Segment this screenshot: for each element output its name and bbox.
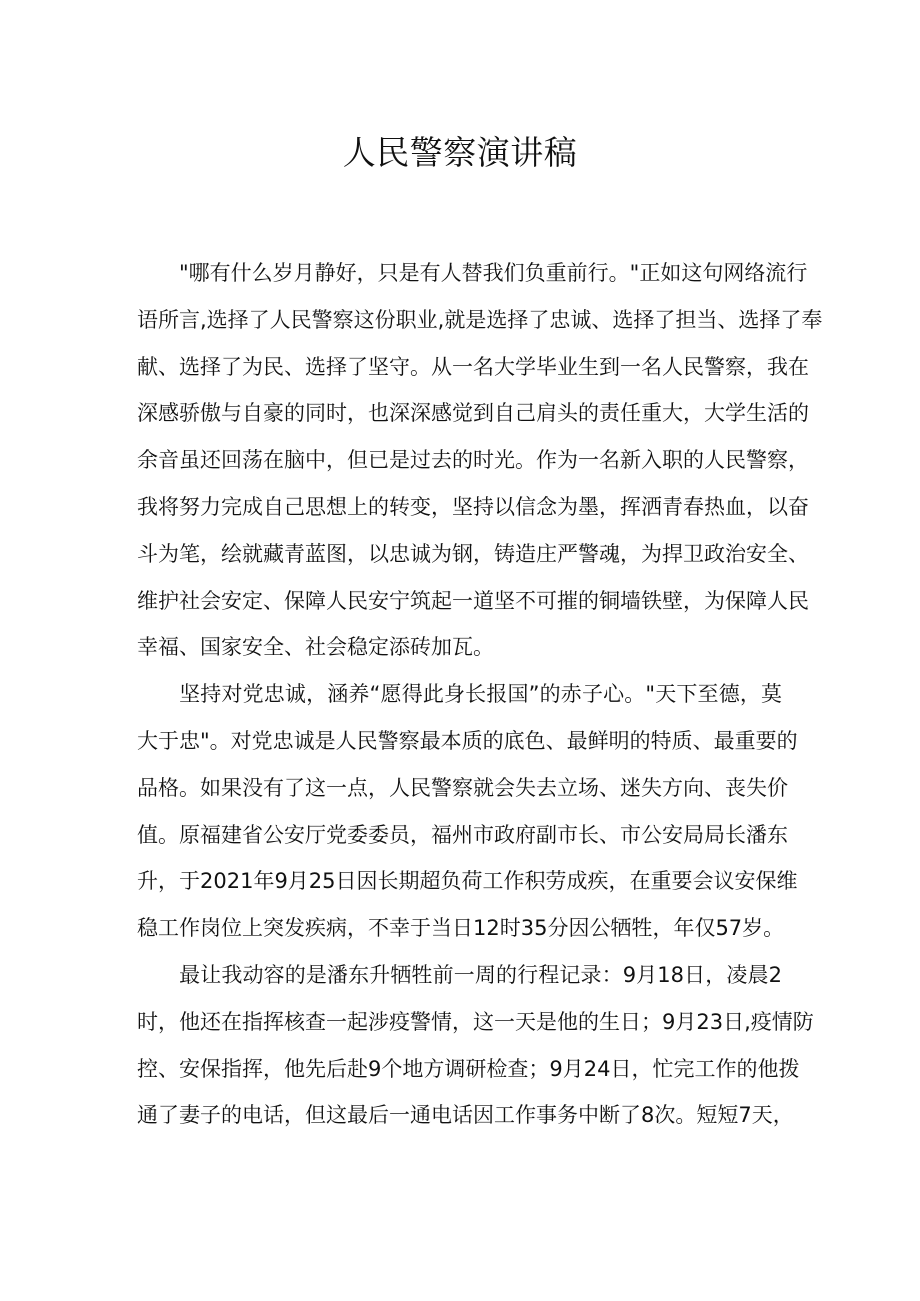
paragraph-1-line-2: 语所言,选择了人民警察这份职业,就是选择了忠诚、选择了担当、选择了奉 <box>137 307 823 332</box>
paragraph-2-line-2: 大于忠"。对党忠诚是人民警察最本质的底色、最鲜明的特质、最重要的 <box>137 728 798 753</box>
paragraph-3-line-4: 通了妻子的电话，但这最后一通电话因工作事务中断了8次。短短7天， <box>137 1103 794 1128</box>
paragraph-2-line-5: 升，于2021年9月25日因长期超负荷工作积劳成疾，在重要会议安保维 <box>137 869 798 894</box>
document-title: 人民警察演讲稿 <box>342 133 578 172</box>
paragraph-1-line-6: 我将努力完成自己思想上的转变，坚持以信念为墨，挥洒青春热血，以奋 <box>137 494 809 519</box>
paragraph-3-line-3: 控、安保指挥，他先后赴9个地方调研检查；9月24日，忙完工作的他拨 <box>137 1056 800 1081</box>
paragraph-2-line-3: 品格。如果没有了这一点，人民警察就会失去立场、迷失方向、丧失价 <box>137 775 788 800</box>
paragraph-3-line-2: 时，他还在指挥核查一起涉疫警情，这一天是他的生日；9月23日,疫情防 <box>137 1009 814 1034</box>
paragraph-2-line-1: 坚持对党忠诚，涵养“愿得此身长报国”的赤子心。"天下至德，莫 <box>179 682 782 707</box>
paragraph-1-line-1: "哪有什么岁月静好，只是有人替我们负重前行。"正如这句网络流行 <box>179 261 808 285</box>
paragraph-1-line-5: 余音虽还回荡在脑中，但已是过去的时光。作为一名新入职的人民警察， <box>137 448 809 473</box>
paragraph-3-line-1: 最让我动容的是潘东升牺牲前一周的行程记录：9月18日，凌晨2 <box>179 962 782 987</box>
paragraph-1-line-7: 斗为笔，绘就藏青蓝图，以忠诚为钢，铸造庄严警魂，为捍卫政治安全、 <box>137 541 809 566</box>
paragraph-1-line-3: 献、选择了为民、选择了坚守。从一名大学毕业生到一名人民警察，我在 <box>137 354 809 379</box>
paragraph-2-line-6: 稳工作岗位上突发疾病，不幸于当日12时35分因公牺牲，年仅57岁。 <box>137 916 785 941</box>
paragraph-1-line-9: 幸福、国家安全、社会稳定添砖加瓦。 <box>137 635 494 660</box>
paragraph-1-line-4: 深感骄傲与自豪的同时，也深深感觉到自己肩头的责任重大，大学生活的 <box>137 401 809 426</box>
paragraph-2-line-4: 值。原福建省公安厅党委委员，福州市政府副市长、市公安局局长潘东 <box>137 822 788 847</box>
document-body <box>137 250 823 1139</box>
paragraph-1-line-8: 维护社会安定、保障人民安宁筑起一道坚不可摧的铜墙铁壁，为保障人民 <box>137 588 809 613</box>
